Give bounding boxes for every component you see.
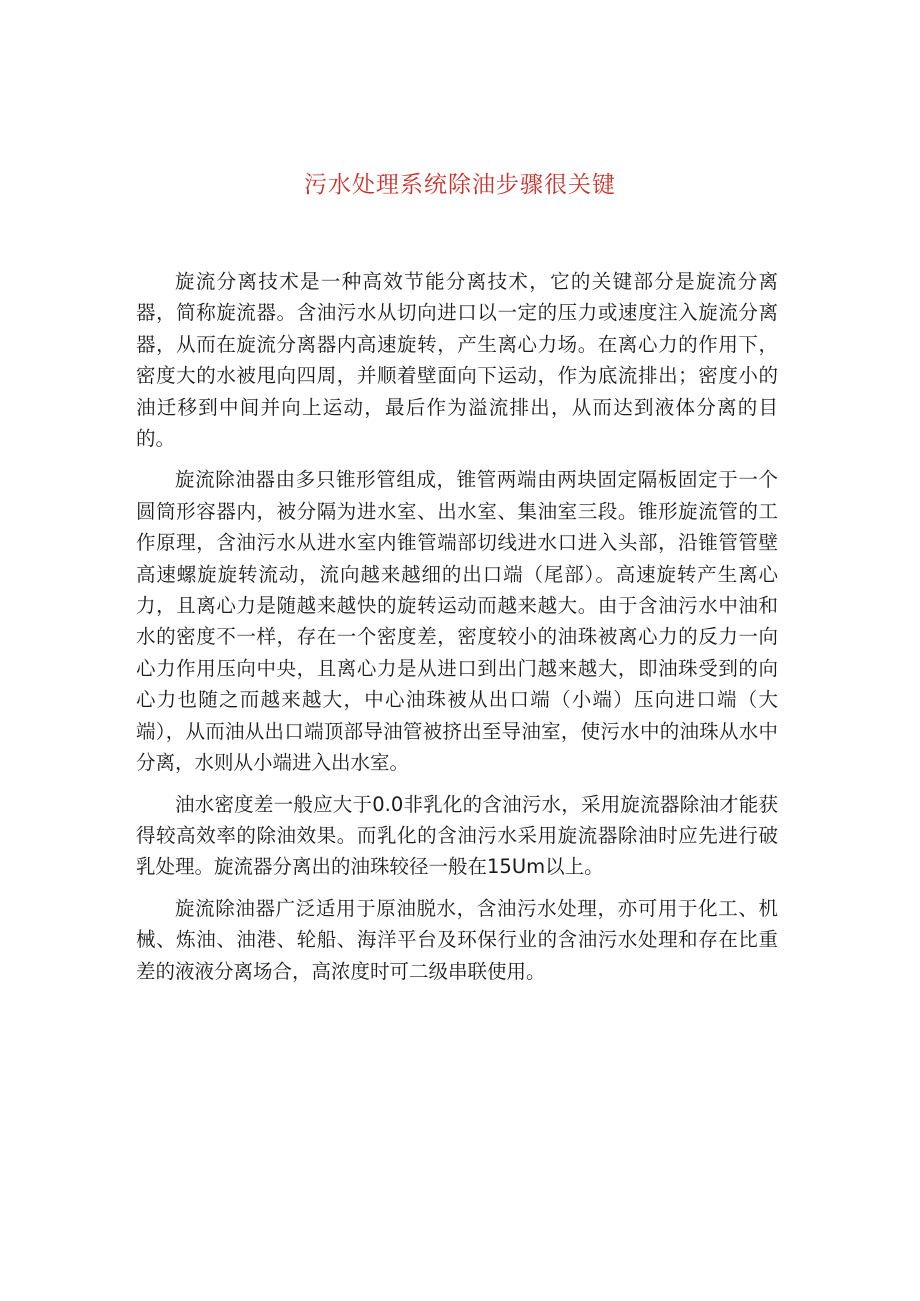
paragraph-applications: 旋流除油器广泛适用于原油脱水，含油污水处理，亦可用于化工、机械、炼油、油港、轮船、海洋平台及环保行业的含油污水处理和存在比重差的液液分离场合，高浓度时可二级串联使用。 bbox=[136, 896, 778, 983]
document-body bbox=[136, 266, 778, 997]
paragraph-cyclone-oil-remover-structure: 旋流除油器由多只锥形管组成，锥管两端由两块固定隔板固定于一个圆筒形容器内，被分隔为进水室、出水室、集油室三段。锥形旋流管的工作原理，含油污水从进水室内锥管端部切线进水口进入头部，沿锥管管壁高速螺旋旋转流动，流向越来越细的出口端（尾部）。高速旋转产生离心力，且离心力是随越来越快的旋转运动而越来越大。由于含油污水中油和水的密度不一样，存在一个密度差，密度较小的油珠被离心力的反力一向心力作用压向中央，且离心力是从进口到出门越来越大，即油珠受到的向心力也随之而越来越大，中心油珠被从出口端（小端）压向进口端（大端），从而油从出口端顶部导油管被挤出至导油室，使污水中的油珠从水中分离，水则从小端进入出水室。 bbox=[136, 468, 778, 775]
document-title: 污水处理系统除油步骤很关键 bbox=[304, 172, 616, 198]
paragraph-density-requirement: 油水密度差一般应大于0.0非乳化的含油污水，采用旋流器除油才能获得较高效率的除油效果。而乳化的含油污水采用旋流器除油时应先进行破乳处理。旋流器分离出的油珠较径一般在15Um以上。 bbox=[136, 792, 778, 879]
paragraph-cyclone-separation-intro: 旋流分离技术是一种高效节能分离技术，它的关键部分是旋流分离器，简称旋流器。含油污水从切向进口以一定的压力或速度注入旋流分离器，从而在旋流分离器内高速旋转，产生离心力场。在离心力的作用下，密度大的水被甩向四周，并顺着壁面向下运动，作为底流排出；密度小的油迁移到中间并向上运动，最后作为溢流排出，从而达到液体分离的目的。 bbox=[136, 270, 778, 451]
